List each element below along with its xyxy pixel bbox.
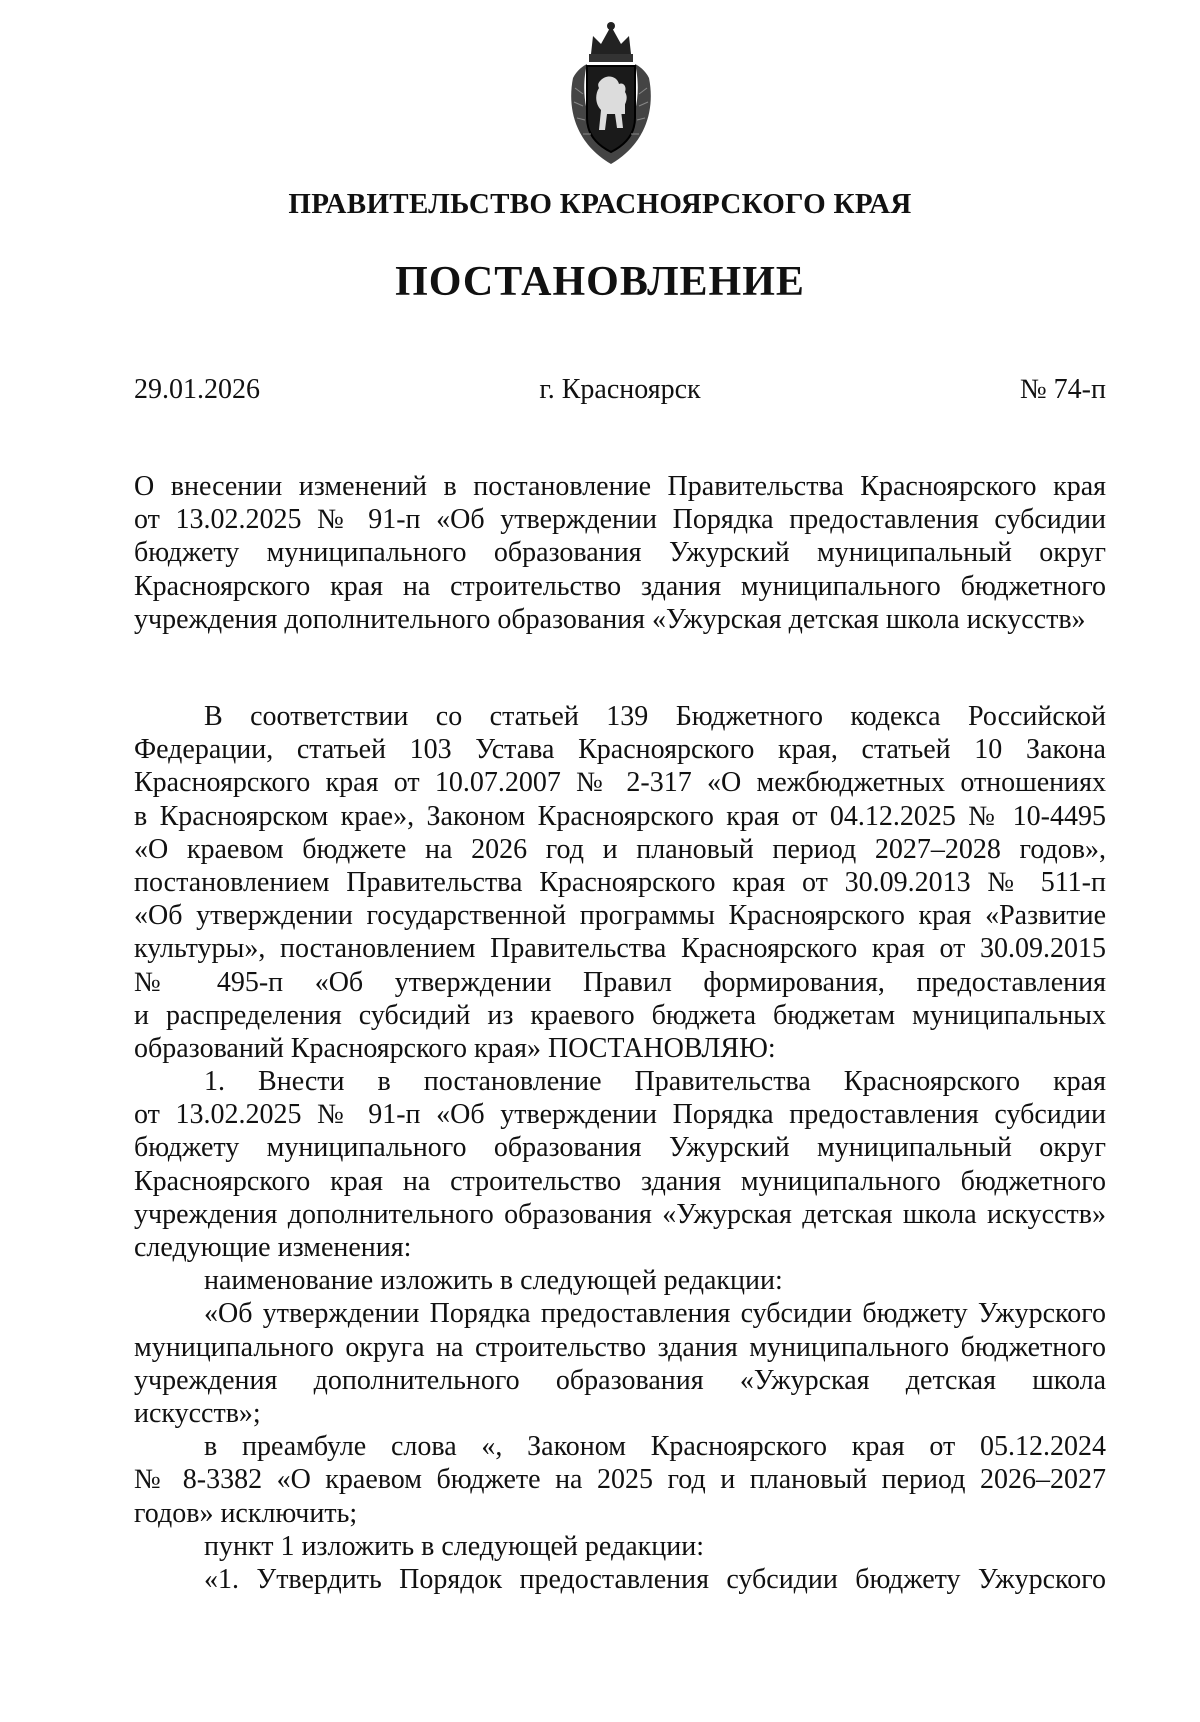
body-line: от 13.02.2025 № 91-п «Об утверждении Порядка предоставления субсидии <box>134 1099 1106 1131</box>
document-city: г. Красноярск <box>539 374 701 405</box>
body-line: годов» исключить; <box>134 1497 358 1529</box>
document-number: № 74-п <box>1019 374 1106 405</box>
body-line: следующие изменения: <box>134 1232 412 1263</box>
body-line: наименование изложить в следующей редакции: <box>204 1265 783 1297</box>
body-line: пункт 1 изложить в следующей редакции: <box>204 1530 704 1562</box>
body-line: «Об утверждении Порядка предоставления субсидии бюджету Ужурского <box>204 1298 1106 1330</box>
body-line: культуры», постановлением Правительства Красноярского края от 30.09.2015 <box>134 933 1106 965</box>
body-line: «1. Утвердить Порядок предоставления субсидии бюджету Ужурского <box>204 1563 1106 1595</box>
body-line: 1. Внести в постановление Правительства Красноярского края <box>204 1066 1106 1098</box>
body-line: учреждения дополнительного образования «Ужурская детская школа искусств» <box>134 1198 1106 1230</box>
subject-line: бюджету муниципального образования Ужурский муниципальный округ <box>134 537 1106 569</box>
subject-line: от 13.02.2025 № 91-п «Об утверждении Порядка предоставления субсидии <box>134 504 1106 536</box>
body-line: искусств»; <box>134 1397 261 1429</box>
subject-line: О внесении изменений в постановление Правительства Красноярского края <box>134 471 1106 502</box>
body-line: постановлением Правительства Красноярского края от 30.09.2013 № 511-п <box>134 866 1106 898</box>
government-title: ПРАВИТЕЛЬСТВО КРАСНОЯРСКОГО КРАЯ <box>288 188 912 220</box>
body-line: образований Красноярского края» ПОСТАНОВЛЯЮ: <box>134 1032 776 1064</box>
body-line: В соответствии со статьей 139 Бюджетного кодекса Российской <box>204 701 1106 732</box>
body-line: муниципального округа на строительство здания муниципального бюджетного <box>134 1331 1106 1363</box>
subject-line: Красноярского края на строительство здания муниципального бюджетного <box>134 570 1106 602</box>
document-date: 29.01.2026 <box>134 374 260 405</box>
body-line: и распределения субсидий из краевого бюджета бюджетам муниципальных <box>134 999 1106 1031</box>
document-meta-row <box>134 374 1106 414</box>
document-subject <box>134 470 1106 636</box>
subject-line: учреждения дополнительного образования «Ужурская детская школа искусств» <box>134 603 1086 635</box>
body-line: в преамбуле слова «, Законом Красноярского края от 05.12.2024 <box>204 1431 1106 1463</box>
body-line: в Красноярском крае», Законом Красноярского края от 04.12.2025 № 10-4495 <box>134 800 1106 832</box>
body-line: «Об утверждении государственной программы Красноярского края «Развитие <box>134 900 1106 932</box>
coat-of-arms-emblem <box>565 18 657 168</box>
document-type-title: ПОСТАНОВЛЕНИЕ <box>395 259 805 305</box>
body-line: № 495-п «Об утверждении Правил формирования, предоставления <box>134 966 1106 998</box>
body-line: «О краевом бюджете на 2026 год и плановый период 2027–2028 годов», <box>134 833 1106 865</box>
body-line: Красноярского края на строительство здания муниципального бюджетного <box>134 1165 1106 1197</box>
body-line: № 8-3382 «О краевом бюджете на 2025 год и плановый период 2026–2027 <box>134 1464 1106 1496</box>
body-line: Красноярского края от 10.07.2007 № 2-317 «О межбюджетных отношениях <box>134 767 1106 799</box>
body-line: бюджету муниципального образования Ужурский муниципальный округ <box>134 1132 1106 1164</box>
body-line: Федерации, статьей 103 Устава Красноярского края, статьей 10 Закона <box>134 734 1106 766</box>
body-line: учреждения дополнительного образования «Ужурская детская школа <box>134 1364 1106 1396</box>
document-body <box>134 700 1106 1596</box>
